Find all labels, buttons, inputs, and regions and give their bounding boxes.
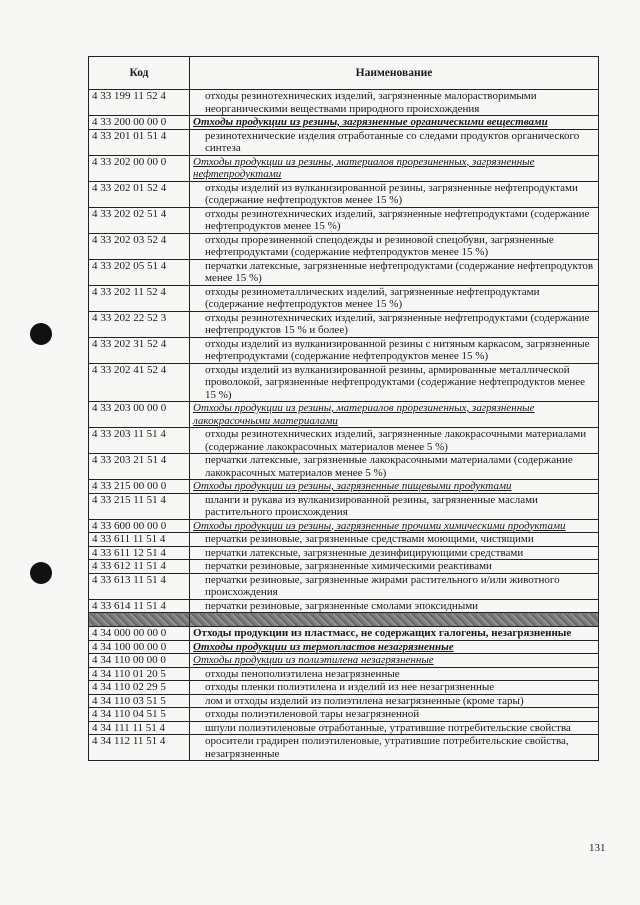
row-code: 4 33 202 22 52 3 (89, 311, 190, 337)
row-code: 4 33 600 00 00 0 (89, 519, 190, 533)
table-row (89, 708, 599, 722)
row-name: шпули полиэтиленовые отработанные, утратившие потребительские свойства (190, 721, 599, 735)
row-code: 4 33 215 00 00 0 (89, 480, 190, 494)
row-code: 4 33 202 03 52 4 (89, 233, 190, 259)
row-code: 4 33 203 00 00 0 (89, 402, 190, 428)
table-row (89, 363, 599, 402)
table-row (89, 233, 599, 259)
table-row (89, 667, 599, 681)
row-name: перчатки латексные, загрязненные лакокрасочными материалами (содержание лакокрасочных материалов менее 5 %) (190, 454, 599, 480)
row-code: 4 33 202 00 00 0 (89, 155, 190, 181)
row-code: 4 34 110 01 20 5 (89, 667, 190, 681)
row-name: лом и отходы изделий из полиэтилена незагрязненные (кроме тары) (190, 694, 599, 708)
row-code: 4 33 203 21 51 4 (89, 454, 190, 480)
row-name: шланги и рукава из вулканизированной резины, загрязненные маслами растительного происхождения (190, 493, 599, 519)
table-row (89, 129, 599, 155)
row-name: отходы резинотехнических изделий, загрязненные лакокрасочными материалами (содержание лакокрасочных материалов менее 5 %) (190, 428, 599, 454)
waste-classification-table (88, 56, 599, 761)
row-code: 4 33 202 31 52 4 (89, 337, 190, 363)
table-row (89, 573, 599, 599)
table-row (89, 207, 599, 233)
row-name: Отходы продукции из термопластов незагрязненные (190, 640, 599, 654)
row-name: Отходы продукции из пластмасс, не содержащих галогены, незагрязненные (190, 627, 599, 641)
table-row (89, 259, 599, 285)
row-code: 4 33 200 00 00 0 (89, 116, 190, 130)
header-code: Код (89, 57, 190, 90)
table-row (89, 116, 599, 130)
row-code: 4 33 202 02 51 4 (89, 207, 190, 233)
row-code: 4 33 215 11 51 4 (89, 493, 190, 519)
table-row (89, 402, 599, 428)
table-row (89, 599, 599, 613)
row-name: отходы изделий из вулканизированной резины, загрязненные нефтепродуктами (содержание нефтепродуктов менее 15 %) (190, 181, 599, 207)
row-name: резинотехнические изделия отработанные со следами продуктов органического синтеза (190, 129, 599, 155)
row-code: 4 33 614 11 51 4 (89, 599, 190, 613)
table-row (89, 337, 599, 363)
row-code: 4 33 201 01 51 4 (89, 129, 190, 155)
row-code: 4 33 611 12 51 4 (89, 546, 190, 560)
row-code: 4 34 110 03 51 5 (89, 694, 190, 708)
row-name: перчатки резиновые, загрязненные средствами моющими, чистящими (190, 533, 599, 547)
row-name: перчатки латексные, загрязненные нефтепродуктами (содержание нефтепродуктов менее 15 %) (190, 259, 599, 285)
table-row (89, 285, 599, 311)
row-name: перчатки латексные, загрязненные дезинфицирующими средствами (190, 546, 599, 560)
row-name: перчатки резиновые, загрязненные жирами растительного и/или животного происхождения (190, 573, 599, 599)
table-header-row (89, 57, 599, 90)
row-name: перчатки резиновые, загрязненные смолами эпоксидными (190, 599, 599, 613)
row-name: отходы изделий из вулканизированной резины с нитяным каркасом, загрязненные нефтепродуктами (содержание нефтепродуктов менее 15 %) (190, 337, 599, 363)
punch-hole-bottom (30, 562, 52, 584)
header-name: Наименование (190, 57, 599, 90)
row-name: отходы пенополиэтилена незагрязненные (190, 667, 599, 681)
row-code: 4 33 202 41 52 4 (89, 363, 190, 402)
table-row (89, 480, 599, 494)
row-code: 4 34 112 11 51 4 (89, 735, 190, 761)
row-name: Отходы продукции из резины, материалов прорезиненных, загрязненные лакокрасочными материалами (190, 402, 599, 428)
row-code: 4 34 111 11 51 4 (89, 721, 190, 735)
punch-hole-top (30, 323, 52, 345)
table-row (89, 654, 599, 668)
row-code: 4 34 110 02 29 5 (89, 681, 190, 695)
row-name: Отходы продукции из резины, загрязненные пищевыми продуктами (190, 480, 599, 494)
table-row (89, 613, 599, 627)
table-row (89, 181, 599, 207)
table-row (89, 454, 599, 480)
row-code: 4 34 110 04 51 5 (89, 708, 190, 722)
row-name (190, 613, 599, 627)
table-row (89, 640, 599, 654)
table-row (89, 681, 599, 695)
table-row (89, 694, 599, 708)
row-name: перчатки резиновые, загрязненные химическими реактивами (190, 560, 599, 574)
table-row (89, 155, 599, 181)
table-row (89, 546, 599, 560)
table-body (89, 90, 599, 761)
table-row (89, 311, 599, 337)
row-code: 4 33 612 11 51 4 (89, 560, 190, 574)
row-name: Отходы продукции из резины, загрязненные прочими химическими продуктами (190, 519, 599, 533)
row-code: 4 33 202 01 52 4 (89, 181, 190, 207)
row-name: отходы резинотехнических изделий, загрязненные нефтепродуктами (содержание нефтепродуктов менее 15 %) (190, 207, 599, 233)
page-number: 131 (589, 842, 606, 854)
row-name: отходы полиэтиленовой тары незагрязненной (190, 708, 599, 722)
row-name: отходы резинометаллических изделий, загрязненные нефтепродуктами (содержание нефтепродуктов менее 15 %) (190, 285, 599, 311)
table-row (89, 90, 599, 116)
row-code: 4 34 100 00 00 0 (89, 640, 190, 654)
row-code: 4 33 613 11 51 4 (89, 573, 190, 599)
row-name: отходы резинотехнических изделий, загрязненные малорастворимыми неорганическими веществами природного происхождения (190, 90, 599, 116)
row-code: 4 33 203 11 51 4 (89, 428, 190, 454)
table-row (89, 533, 599, 547)
table-row (89, 493, 599, 519)
row-code: 4 34 000 00 00 0 (89, 627, 190, 641)
row-name: оросители градирен полиэтиленовые, утратившие потребительские свойства, незагрязненные (190, 735, 599, 761)
row-name: отходы резинотехнических изделий, загрязненные нефтепродуктами (содержание нефтепродуктов 15 % и более) (190, 311, 599, 337)
row-name: отходы изделий из вулканизированной резины, армированные металлической проволокой, загрязненные нефтепродуктами (содержание нефтепродуктов менее 15 %) (190, 363, 599, 402)
row-code (89, 613, 190, 627)
row-code: 4 33 199 11 52 4 (89, 90, 190, 116)
table-row (89, 519, 599, 533)
row-name: Отходы продукции из полиэтилена незагрязненные (190, 654, 599, 668)
row-name: Отходы продукции из резины, загрязненные органическими веществами (190, 116, 599, 130)
row-code: 4 34 110 00 00 0 (89, 654, 190, 668)
row-name: отходы прорезиненной спецодежды и резиновой спецобуви, загрязненные нефтепродуктами (содержание нефтепродуктов менее 15 %) (190, 233, 599, 259)
table-row (89, 735, 599, 761)
row-code: 4 33 202 11 52 4 (89, 285, 190, 311)
row-code: 4 33 611 11 51 4 (89, 533, 190, 547)
row-code: 4 33 202 05 51 4 (89, 259, 190, 285)
row-name: отходы пленки полиэтилена и изделий из нее незагрязненные (190, 681, 599, 695)
table-row (89, 627, 599, 641)
table-row (89, 428, 599, 454)
table-row (89, 721, 599, 735)
row-name: Отходы продукции из резины, материалов прорезиненных, загрязненные нефтепродуктами (190, 155, 599, 181)
table-row (89, 560, 599, 574)
